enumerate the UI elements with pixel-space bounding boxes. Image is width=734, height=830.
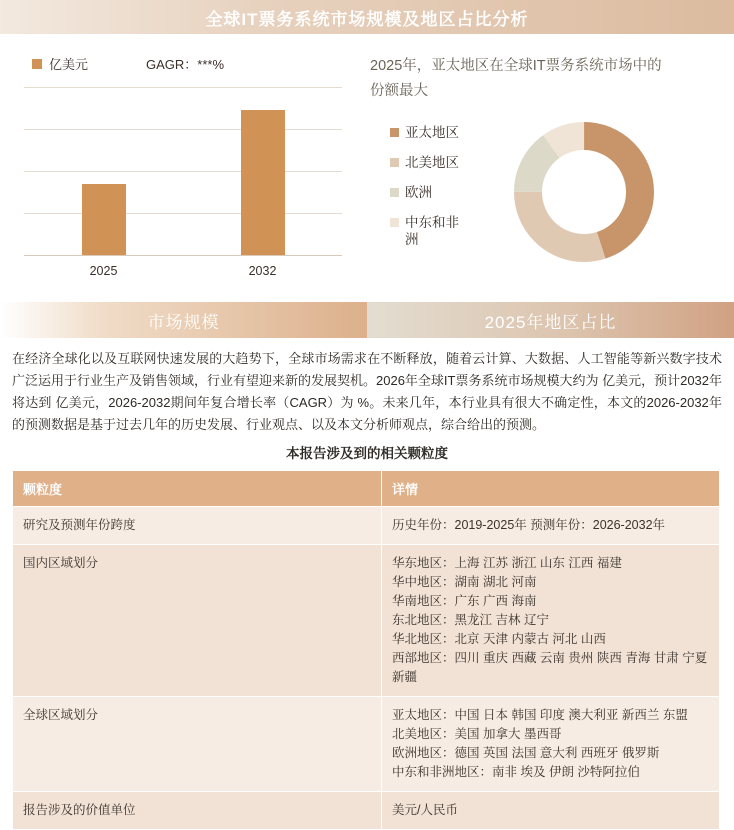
detail-line: 亚太地区：中国 日本 韩国 印度 澳大利亚 新西兰 东盟 [392,708,688,722]
cagr-annotation: GAGR：***% [146,57,225,72]
cell-detail [382,792,720,830]
detail-line: 美元/人民币 [392,803,458,817]
legend-item [390,214,486,248]
detail-line: 东北地区：黑龙江 吉林 辽宁 [392,613,549,627]
bar-slot [183,87,342,255]
table-row [13,792,720,830]
bar-plot-area [24,87,342,256]
legend-item-label: 中东和非洲 [405,215,459,247]
column-header-granularity: 颗粒度 [13,471,382,507]
detail-line: 华中地区：湖南 湖北 河南 [392,575,537,589]
donut-legend [368,110,486,272]
x-tick-label: 2032 [248,264,277,278]
detail-line: 中东和非洲地区：南非 埃及 伊朗 沙特阿拉伯 [392,765,640,779]
legend-swatch-icon [390,158,399,167]
bar-chart-legend [14,46,348,73]
legend-swatch-icon [390,218,399,227]
legend-item [390,124,486,141]
legend-item [390,184,486,201]
donut-chart-body [368,110,724,272]
detail-line: 华东地区：上海 江苏 浙江 山东 江西 福建 [392,556,622,570]
section-band [0,302,734,338]
bar-x-axis [24,256,342,278]
table-row [13,697,720,792]
cell-granularity: 报告涉及的价值单位 [13,792,382,830]
bar-legend-label: 亿美元 [49,57,89,72]
bar-chart-panel [0,40,362,296]
cell-granularity: 国内区域划分 [13,545,382,697]
charts-section [0,34,734,296]
legend-item [390,154,486,171]
detail-line: 欧洲地区：德国 英国 法国 意大利 西班牙 俄罗斯 [392,746,660,760]
detail-line: 历史年份：2019-2025年 预测年份：2026-2032年 [392,518,666,532]
table-row [13,545,720,697]
page-title: 全球IT票务系统市场规模及地区占比分析 [205,9,529,29]
granularity-table [12,470,720,830]
table-row [13,507,720,545]
legend-item-label: 北美地区 [405,155,459,170]
bar-group [24,87,342,255]
table-caption: 本报告涉及到的相关颗粒度 [286,446,448,461]
bar-2032 [241,110,285,255]
donut-chart-title: 2025年，亚太地区在全球IT票务系统市场中的份额最大 [370,58,662,99]
cell-detail [382,545,720,697]
legend-swatch-icon [32,59,42,69]
detail-line: 西部地区：四川 重庆 西藏 云南 贵州 陕西 青海 甘肃 宁夏 新疆 [392,651,708,684]
donut-chart-graphic [504,112,664,272]
x-tick-label: 2025 [89,264,118,278]
cell-detail [382,697,720,792]
summary-paragraph: 在经济全球化以及互联网快速发展的大趋势下，全球市场需求在不断释放，随着云计算、大数据、人工智能等新兴数字技术广泛运用于行业生产及销售领域，行业有望迎来新的发展契机。2026年全球IT票务系统市场规模大约为 亿美元，预计2032年将达到 亿美元，2026-2032期间年复合增长率（CAGR）为 %。未来几年，本行业具有很大不确定性，本文的2026-2032年的预测数据是基于过去几年的历史发展、行业观点、以及本文分析师观点，综合给出的预测。 [12,351,723,432]
cell-granularity: 全球区域划分 [13,697,382,792]
band-market-size: 市场规模 [0,302,367,338]
bar-slot [24,87,183,255]
detail-line: 华北地区：北京 天津 内蒙古 河北 山西 [392,632,606,646]
legend-swatch-icon [390,188,399,197]
donut-chart-panel [362,40,734,296]
column-header-detail: 详情 [382,471,720,507]
donut-svg [504,112,664,272]
detail-line: 北美地区：美国 加拿大 墨西哥 [392,727,562,741]
cell-granularity: 研究及预测年份跨度 [13,507,382,545]
legend-item-label: 亚太地区 [405,125,459,140]
band-region-share: 2025年地区占比 [367,302,734,338]
cell-detail [382,507,720,545]
page-header [0,0,734,34]
detail-line: 华南地区：广东 广西 海南 [392,594,537,608]
bar-2025 [82,184,126,255]
legend-item-label: 欧洲 [405,185,432,200]
legend-swatch-icon [390,128,399,137]
table-header-row [13,471,720,507]
